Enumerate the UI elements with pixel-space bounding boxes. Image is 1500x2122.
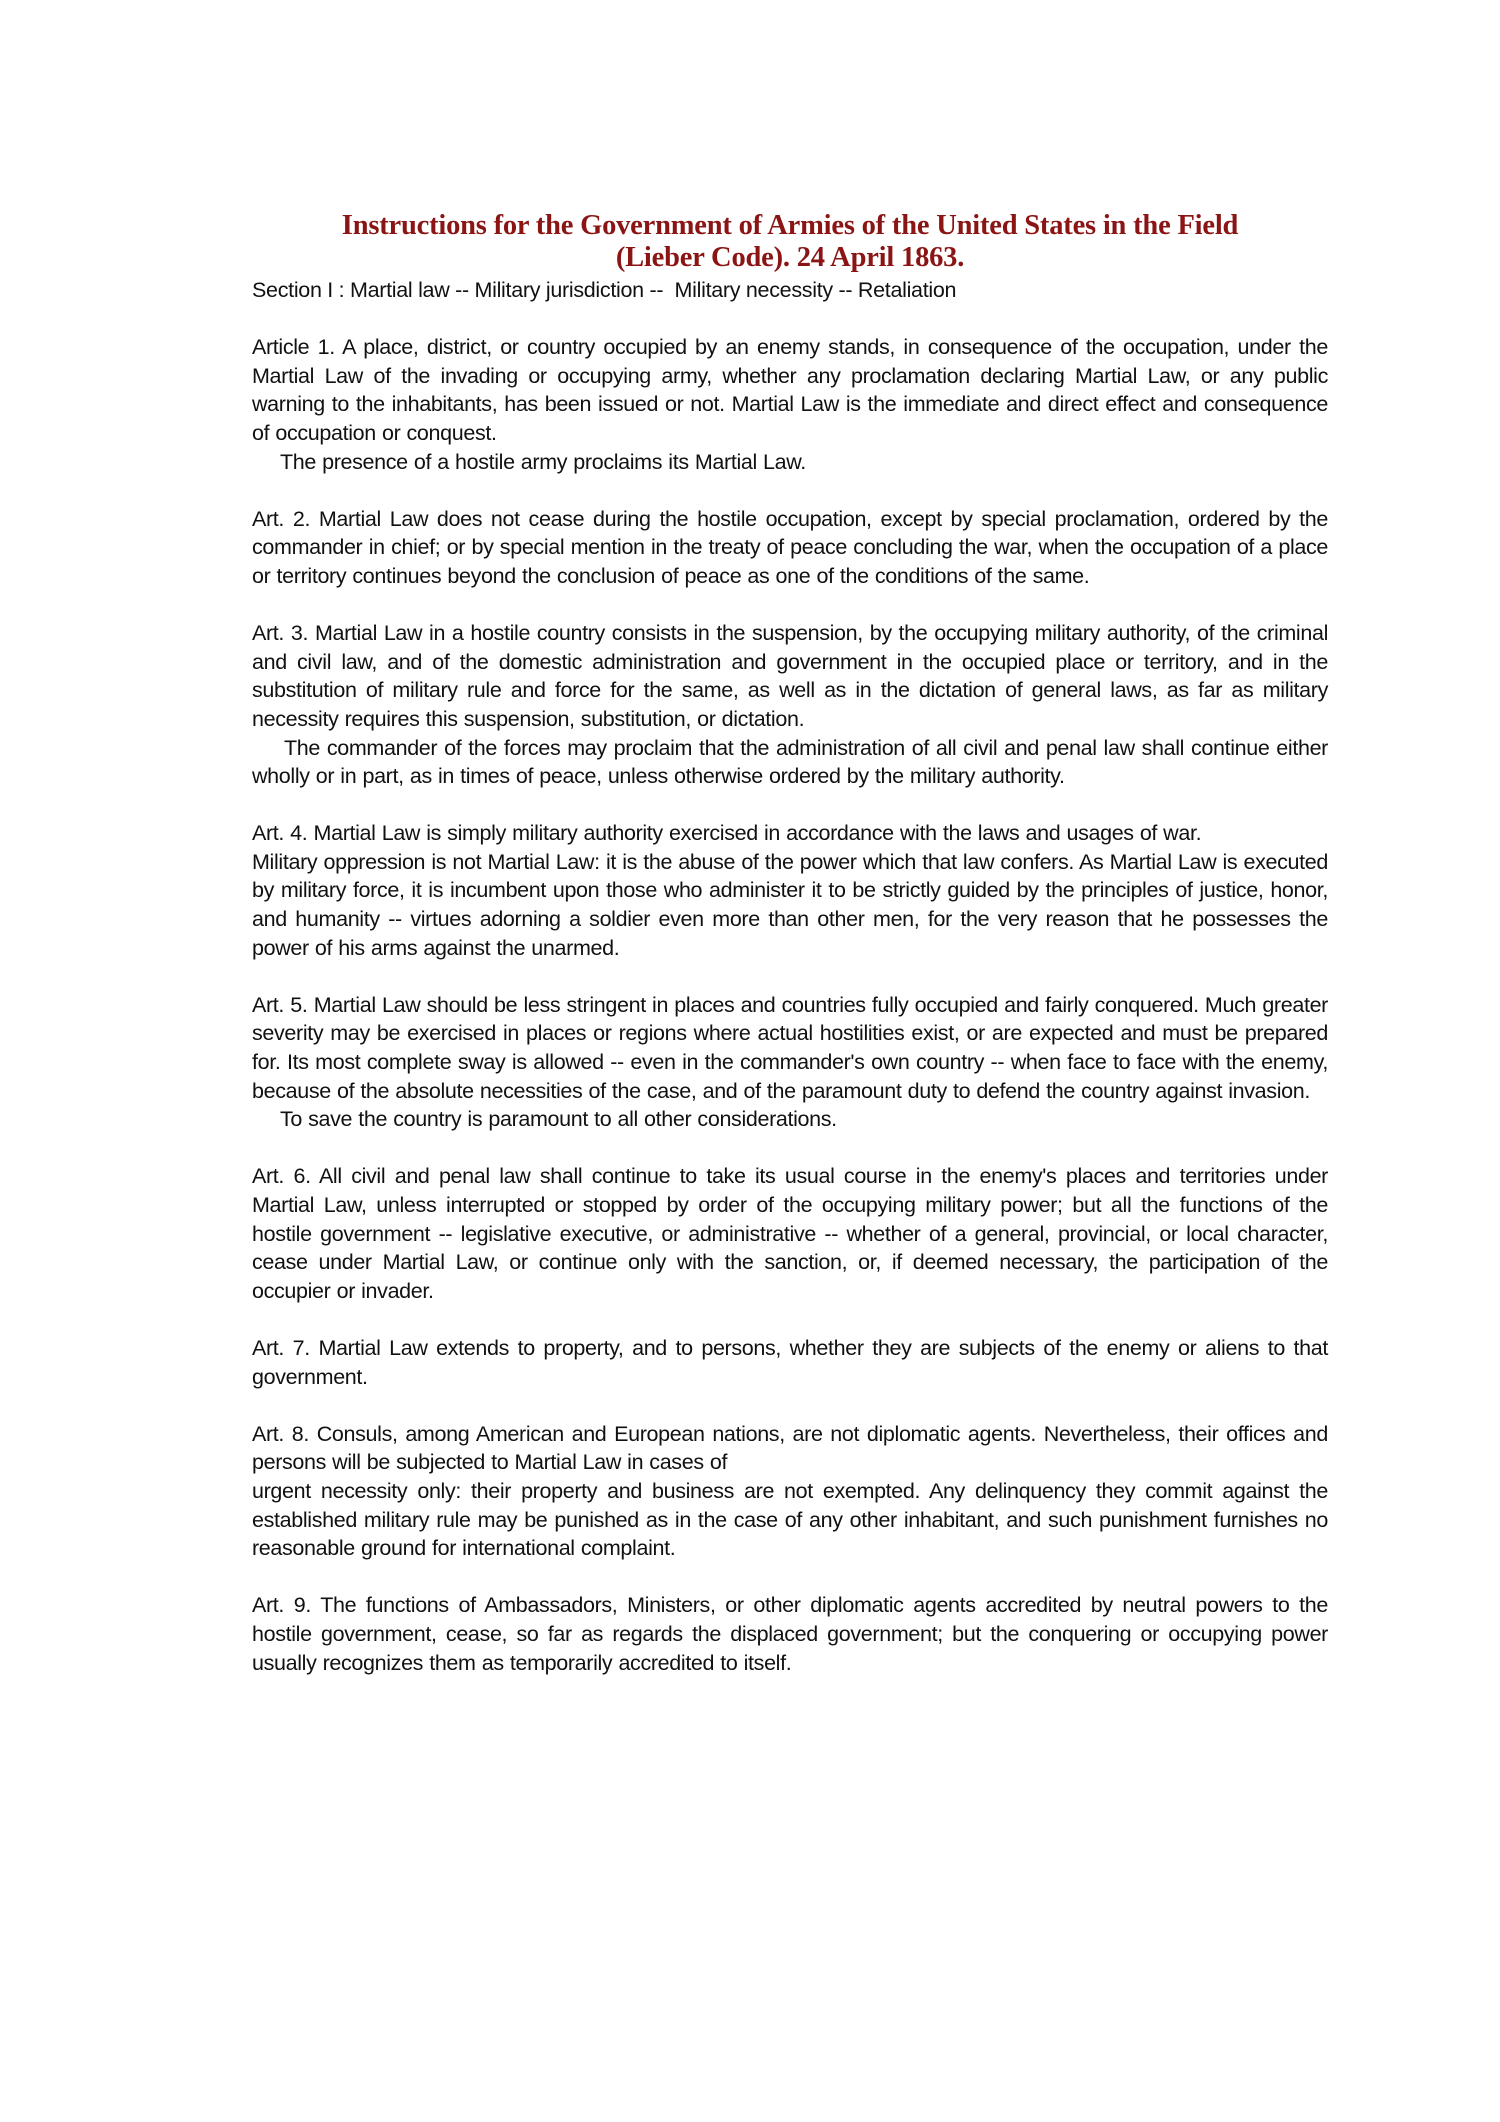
article-4 — [252, 819, 1328, 962]
article-8 — [252, 1420, 1328, 1563]
title-line-2: (Lieber Code). 24 April 1863. — [615, 242, 965, 273]
article-8-paragraph-2: urgent necessity only: their property and business are not exempted. Any delinquency they commit against the established military rule may be punished as in the case of any other inhabitant, and such punishment furnishes no reasonable ground for international complaint. — [252, 1478, 1328, 1561]
article-7 — [252, 1334, 1328, 1391]
article-9 — [252, 1591, 1328, 1677]
article-3 — [252, 619, 1328, 791]
article-4-paragraph-1: Art. 4. Martial Law is simply military authority exercised in accordance with the laws and usages of war. — [252, 821, 1202, 846]
article-2 — [252, 505, 1328, 591]
article-6 — [252, 1162, 1328, 1305]
article-3-paragraph-1: Art. 3. Martial Law in a hostile country consists in the suspension, by the occupying military authority, of the criminal and civil law, and of the domestic administration and government in the occupied place or territory, and in the substitution of military rule and force for the same, as well as in the dictation of general laws, as far as military necessity requires this suspension, substitution, or dictation. — [252, 621, 1328, 731]
article-9-paragraph-1: Art. 9. The functions of Ambassadors, Ministers, or other diplomatic agents accredited by neutral powers to the hostile government, cease, so far as regards the displaced government; but the conquering or occupying power usually recognizes them as temporarily accredited to itself. — [252, 1593, 1328, 1675]
article-5-paragraph-2: To save the country is paramount to all other considerations. — [280, 1107, 837, 1132]
article-1 — [252, 333, 1328, 476]
article-1-paragraph-1: Article 1. A place, district, or country occupied by an enemy stands, in consequence of the occupation, under the Martial Law of the invading or occupying army, whether any proclamation declaring Martial Law, or any public warning to the inhabitants, has been issued or not. Martial Law is the immediate and direct effect and consequence of occupation or conquest. — [252, 335, 1328, 445]
article-5 — [252, 991, 1328, 1134]
title-line-1: Instructions for the Government of Armies of the United States in the Field — [341, 210, 1239, 241]
article-5-paragraph-1: Art. 5. Martial Law should be less stringent in places and countries fully occupied and fairly conquered. Much greater severity may be exercised in places or regions where actual hostilities exist, or are expected and must be prepared for. Its most complete sway is allowed -- even in the commander's own country -- when face to face with the enemy, because of the absolute necessities of the case, and of the paramount duty to defend the country against invasion. — [252, 992, 1328, 1103]
article-7-paragraph-1: Art. 7. Martial Law extends to property, and to persons, whether they are subjects of the enemy or aliens to that government. — [252, 1335, 1328, 1389]
document-page — [252, 210, 1328, 1677]
article-4-paragraph-2: Military oppression is not Martial Law: it is the abuse of the power which that law confers. As Martial Law is executed by military force, it is incumbent upon those who administer it to be strictly guided by the principles of justice, honor, and humanity -- virtues adorning a soldier even more than other men, for the very reason that he possesses the power of his arms against the unarmed. — [252, 849, 1328, 960]
article-2-paragraph-1: Art. 2. Martial Law does not cease during the hostile occupation, except by special proclamation, ordered by the commander in chief; or by special mention in the treaty of peace concluding the war, when the occupation of a place or territory continues beyond the conclusion of peace as one of the conditions of the same. — [252, 506, 1328, 588]
section-heading: Section I : Martial law -- Military jurisdiction -- Military necessity -- Retaliation — [252, 278, 957, 302]
article-1-paragraph-2: The presence of a hostile army proclaims its Martial Law. — [280, 449, 806, 474]
article-6-paragraph-1: Art. 6. All civil and penal law shall continue to take its usual course in the enemy's places and territories under Martial Law, unless interrupted or stopped by order of the occupying military power; but all the functions of the hostile government -- legislative executive, or administrative -- whether of a general, provincial, or local character, cease under Martial Law, or continue only with the sanction, or, if deemed necessary, the participation of the occupier or invader. — [252, 1164, 1328, 1303]
article-3-paragraph-2: The commander of the forces may proclaim that the administration of all civil and penal law shall continue either wholly or in part, as in times of peace, unless otherwise ordered by the military authority. — [252, 735, 1328, 789]
document-title — [252, 210, 1328, 274]
article-8-paragraph-1: Art. 8. Consuls, among American and European nations, are not diplomatic agents. Nevertheless, their offices and persons will be subjected to Martial Law in cases of — [252, 1421, 1328, 1475]
